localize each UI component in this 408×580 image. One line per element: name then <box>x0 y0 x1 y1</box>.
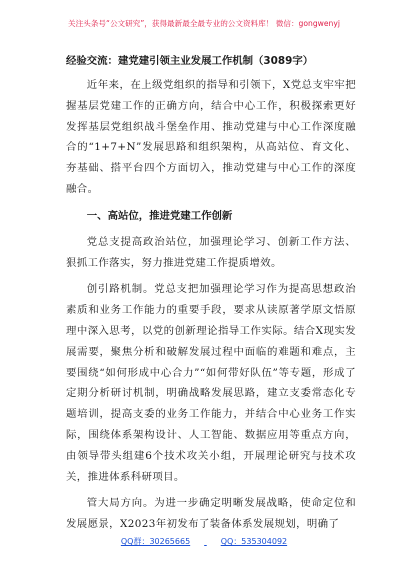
intro-paragraph: 近年来，在上级党组织的指导和引领下，X党总支牢牢把握基层党建工作的正确方向，结合中心工作，积极探索更好发挥基层党组织战斗堡垒作用、推动党建与中心工作深度融合的“1+7+N”发展思路和组织架构，从高站位、育文化、夯基础、搭平台四个方面切入，推动党建与中心工作的深度融合。 <box>66 79 356 195</box>
promo-banner: 关注头条号“公文研究”，获得最新最全最专业的公文资料库！ 微信：gongwenyj <box>68 19 340 28</box>
paragraph: 党总支提高政治站位，加强理论学习、创新工作方法、狠抓工作落实，努力推进党建工作提质增效。 <box>66 235 356 269</box>
qq-group-link[interactable]: QQ群：30265665 <box>120 537 191 546</box>
document-title: 经验交流：建党建引领主业发展工作机制（3089字） <box>66 55 314 67</box>
document-body <box>66 52 356 541</box>
section-heading: 一、高站位，推进党建工作创新 <box>86 209 233 222</box>
paragraph: 创引路机制。党总支把加强理论学习作为提高思想政治素质和业务工作能力的重要手段，要求从读原著学原文悟原理中深入思考，以党的创新理论指导工作实际。结合X现实发展需要，聚焦分析和破解发展过程中面临的难题和难点，主要围绕“如何形成中心合力”“如何带好队伍”等专题，形成了定期分析研讨机制，明确战略发展思路，建立支委常态化专题培训，提高支委的业务工作能力，并结合中心业务工作实际，围绕体系架构设计、人工智能、数据应用等重点方向，由领导带头组建6个技术攻关小组，开展理论研究与技术攻关，推进体系科研项目。 <box>66 283 356 483</box>
contact-footer <box>0 536 408 547</box>
paragraph: 管大局方向。为进一步确定明晰发展战略，使命定位和发展愿景，X2023年初发布了装备体系发展规划，明确了 <box>66 497 356 531</box>
qq-contact-link[interactable]: QQ：535304092 <box>220 537 288 546</box>
